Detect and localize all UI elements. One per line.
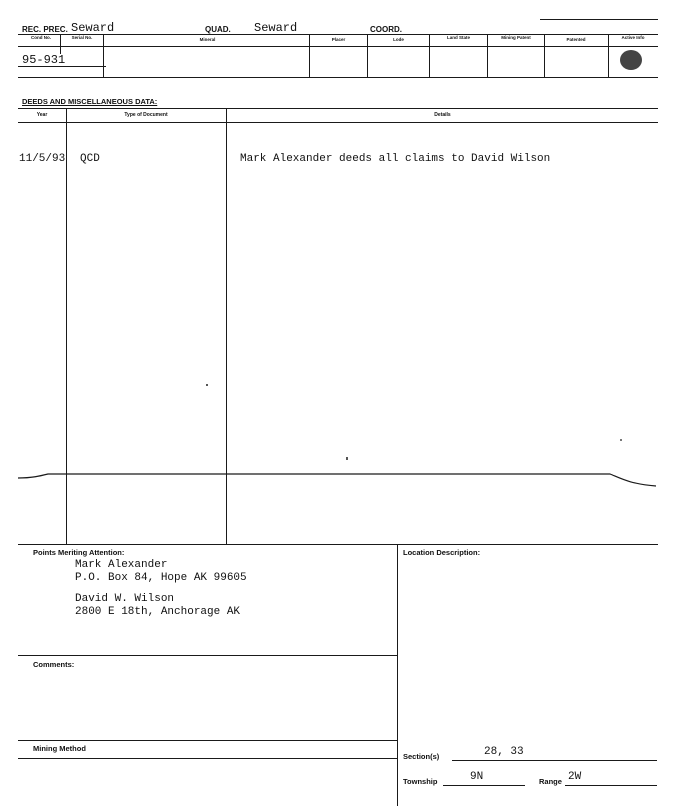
header-top-line bbox=[540, 19, 658, 20]
deed-details: Mark Alexander deeds all claims to David Wilson bbox=[240, 153, 551, 165]
deeds-col-details: Details bbox=[434, 112, 451, 118]
township-underline bbox=[443, 785, 525, 786]
col-serial-no: Serial No. bbox=[71, 35, 93, 40]
range-underline bbox=[565, 785, 657, 786]
comments-top-rule bbox=[18, 655, 397, 656]
mining-method-bottom-rule bbox=[18, 758, 397, 759]
comments-label: Comments: bbox=[33, 660, 75, 669]
coord-label: COORD. bbox=[370, 25, 402, 34]
col-active-info: Active Info bbox=[621, 35, 645, 40]
sep-8 bbox=[608, 34, 609, 77]
range-label: Range bbox=[539, 777, 562, 786]
scan-speck bbox=[620, 439, 622, 441]
deeds-col-year: Year bbox=[36, 112, 48, 118]
sections-label: Section(s) bbox=[403, 752, 440, 761]
scan-speck bbox=[346, 457, 348, 460]
col-placer: Placer bbox=[331, 37, 346, 42]
filled-circle-mark bbox=[620, 50, 642, 70]
col-cond-no: Cond No. bbox=[31, 35, 51, 40]
points-line-4: 2800 E 18th, Anchorage AK bbox=[75, 606, 241, 618]
deed-type: QCD bbox=[80, 153, 100, 165]
township-label: Township bbox=[403, 777, 438, 786]
points-line-1: Mark Alexander bbox=[75, 559, 168, 571]
scan-speck bbox=[206, 384, 208, 386]
deed-year: 11/5/93 bbox=[19, 153, 66, 165]
sections-underline bbox=[452, 760, 657, 761]
sections-value: 28, 33 bbox=[484, 746, 524, 758]
sep-3 bbox=[309, 34, 310, 77]
lower-section-divider bbox=[397, 544, 398, 806]
col-land-state: Land State bbox=[446, 35, 470, 40]
quad-label: QUAD. bbox=[205, 25, 231, 34]
mining-method-top-rule bbox=[18, 740, 397, 741]
deeds-header-top-rule bbox=[18, 108, 658, 109]
range-value: 2W bbox=[568, 771, 582, 783]
deeds-header-bottom-rule bbox=[18, 122, 658, 123]
rec-prec-label: REC. PREC. bbox=[22, 25, 68, 34]
township-value: 9N bbox=[470, 771, 484, 783]
col-mineral: Mineral bbox=[199, 37, 216, 42]
sep-1 bbox=[60, 34, 61, 54]
points-line-3: David W. Wilson bbox=[75, 593, 175, 605]
sep-7 bbox=[544, 34, 545, 77]
sep-5 bbox=[429, 34, 430, 77]
sep-6 bbox=[487, 34, 488, 77]
deeds-col-type: Type of Document bbox=[124, 112, 168, 118]
claim-table-bottom-rule bbox=[18, 77, 658, 78]
sep-4 bbox=[367, 34, 368, 77]
deeds-section-title: DEEDS AND MISCELLANEOUS DATA: bbox=[22, 97, 158, 106]
cond-cell-mid-rule bbox=[18, 66, 106, 67]
points-line-2: P.O. Box 84, Hope AK 99605 bbox=[75, 572, 247, 584]
sep-2 bbox=[103, 34, 104, 77]
claim-table-header-rule bbox=[18, 46, 658, 47]
rec-prec-value: Seward bbox=[71, 21, 115, 35]
col-lode: Lode bbox=[393, 37, 404, 42]
col-mining-patent: Mining Patent bbox=[501, 35, 531, 40]
col-patented: Patented bbox=[566, 37, 586, 42]
quad-value: Seward bbox=[254, 21, 298, 35]
cond-no-value: 95-931 bbox=[22, 53, 66, 67]
location-label: Location Description: bbox=[403, 548, 481, 557]
lower-section-top-rule bbox=[18, 544, 658, 545]
points-label: Points Meriting Attention: bbox=[33, 548, 125, 557]
header-rule bbox=[18, 34, 658, 35]
mining-method-label: Mining Method bbox=[33, 744, 86, 753]
fold-line bbox=[0, 462, 678, 492]
